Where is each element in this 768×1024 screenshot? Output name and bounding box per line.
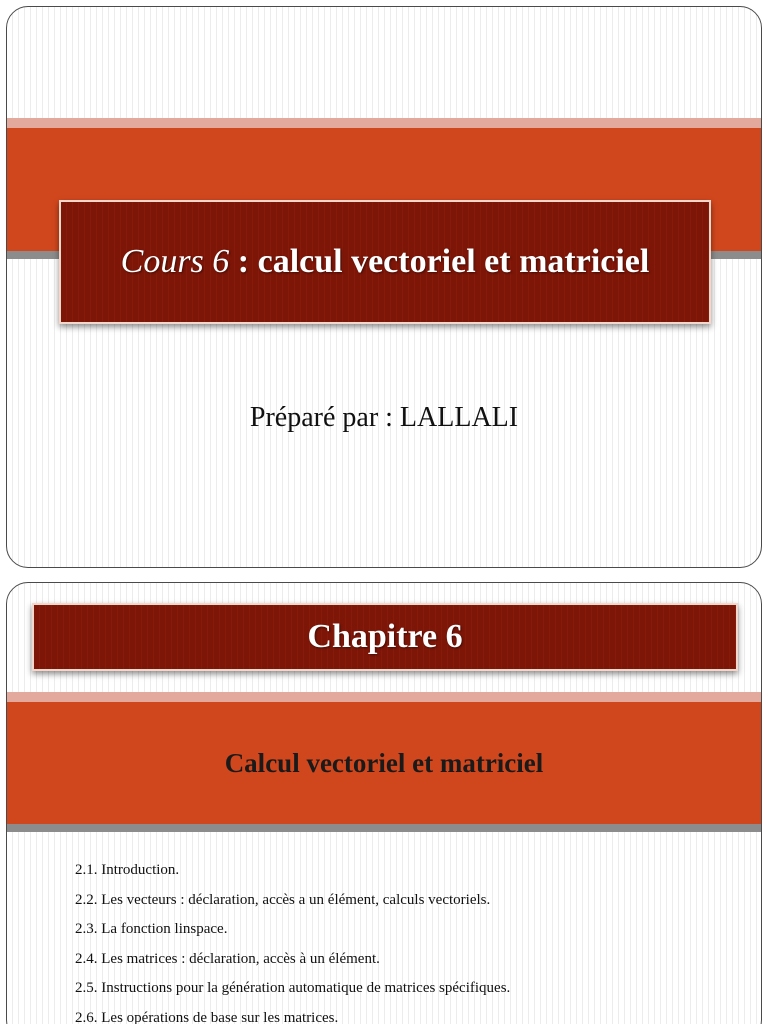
course-title-box [59,200,711,324]
toc-item: 2.4. Les matrices : déclaration, accès à un élément. [75,950,380,967]
chapter-title: Chapitre 6 [32,603,738,671]
accent-stripe [7,692,761,702]
slide-title [6,6,762,568]
gray-stripe [7,824,761,832]
toc-item: 2.3. La fonction linspace. [75,921,228,937]
author-line: Préparé par : LALLALI [249,402,519,433]
toc-item: 2.6. Les opérations de base sur les matrices. [75,1009,339,1024]
course-number: Cours 6 [120,243,230,280]
orange-band [7,702,761,824]
toc-item: 2.1. Introduction. [75,862,180,878]
accent-stripe [7,118,761,128]
course-title [121,239,650,285]
toc-item: 2.2. Les vecteurs : déclaration, accès a un élément, calculs vectoriels. [75,891,491,908]
course-topic: : calcul vectoriel et matriciel [229,243,650,280]
chapter-subtitle: Calcul vectoriel et matriciel [224,747,544,778]
toc-item: 2.5. Instructions pour la génération automatique de matrices spécifiques. [75,980,511,996]
slide-chapter [6,582,762,1024]
table-of-contents [75,856,510,1024]
